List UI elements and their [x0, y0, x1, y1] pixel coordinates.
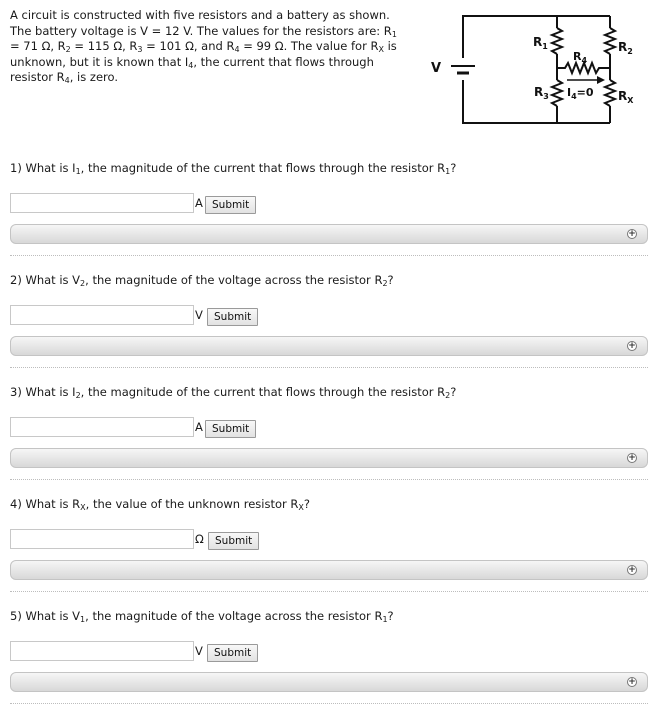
i4-label: $I_4=0$	[567, 86, 594, 101]
answer-4-input[interactable]	[10, 529, 194, 549]
submit-3-button[interactable]: Submit	[205, 420, 256, 438]
expand-plus-icon[interactable]: +	[628, 565, 636, 575]
r1-label: $R_1$	[533, 35, 548, 51]
hint-4-bar[interactable]	[10, 560, 648, 580]
divider	[10, 703, 648, 704]
divider	[10, 255, 648, 256]
battery-label: V	[431, 61, 442, 76]
intro-text: = 101 Ω, and R	[142, 39, 235, 53]
question-2: 2) What is $V_2$, the magnitude of the voltage across the resistor $R_2$?	[10, 273, 394, 288]
intro-sub: 2	[65, 45, 71, 54]
question-5: 5) What is $V_1$, the magnitude of the voltage across the resistor $R_1$?	[10, 609, 394, 624]
hint-1-bar[interactable]	[10, 224, 648, 244]
circuit-diagram	[425, 8, 655, 130]
intro-text: is unknown, but it is known that I	[10, 39, 397, 69]
submit-4-button[interactable]: Submit	[208, 532, 259, 550]
question-1: 1) What is $I_1$, the magnitude of the current that flows through the resistor $R_1$?	[10, 161, 457, 176]
answer-3-unit: A	[195, 420, 203, 434]
answer-4-unit: Ω	[195, 532, 204, 546]
problem-statement	[10, 8, 410, 86]
intro-sub: 4	[64, 76, 70, 85]
answer-5-input[interactable]	[10, 641, 194, 661]
intro-text: A circuit is constructed with five resistors and a battery as shown. The battery voltage is V = 12 V. The values for the resistors are: R	[10, 8, 392, 38]
question-4: 4) What is $R_X$, the value of the unknown resistor $R_X$?	[10, 497, 310, 512]
intro-text: = 71 Ω, R	[10, 39, 66, 53]
submit-5-button[interactable]: Submit	[207, 644, 258, 662]
rx-label: $R_X$	[618, 89, 634, 105]
intro-text: , the current that flows through resistor R	[10, 54, 374, 84]
expand-plus-icon[interactable]: +	[628, 341, 636, 351]
expand-plus-icon[interactable]: +	[628, 229, 636, 239]
intro-sub: 3	[137, 45, 143, 54]
divider	[10, 479, 648, 480]
r3-label: $R_3$	[534, 85, 549, 101]
hint-3-bar[interactable]	[10, 448, 648, 468]
intro-sub: 4	[234, 45, 240, 54]
intro-text: = 115 Ω, R	[70, 39, 138, 53]
expand-plus-icon[interactable]: +	[628, 453, 636, 463]
hint-2-bar[interactable]	[10, 336, 648, 356]
divider	[10, 367, 648, 368]
current-arrow-icon	[597, 76, 605, 84]
intro-text: = 99 Ω. The value for R	[239, 39, 379, 53]
r2-label: $R_2$	[618, 40, 633, 56]
expand-plus-icon[interactable]: +	[628, 677, 636, 687]
intro-sub: X	[378, 45, 384, 54]
divider	[10, 591, 648, 592]
submit-2-button[interactable]: Submit	[207, 308, 258, 326]
intro-text: , is zero.	[69, 70, 118, 84]
answer-1-unit: A	[195, 196, 203, 210]
answer-2-unit: V	[195, 308, 203, 322]
intro-sub: 4	[188, 60, 194, 70]
submit-1-button[interactable]: Submit	[205, 196, 256, 214]
answer-3-input[interactable]	[10, 417, 194, 437]
hint-5-bar[interactable]	[10, 672, 648, 692]
question-3: 3) What is $I_2$, the magnitude of the current that flows through the resistor $R_2$?	[10, 385, 457, 400]
answer-2-input[interactable]	[10, 305, 194, 325]
answer-5-unit: V	[195, 644, 203, 658]
r4-label: $R_4$	[573, 50, 588, 65]
answer-1-input[interactable]	[10, 193, 194, 213]
intro-sub: 1	[391, 29, 397, 39]
